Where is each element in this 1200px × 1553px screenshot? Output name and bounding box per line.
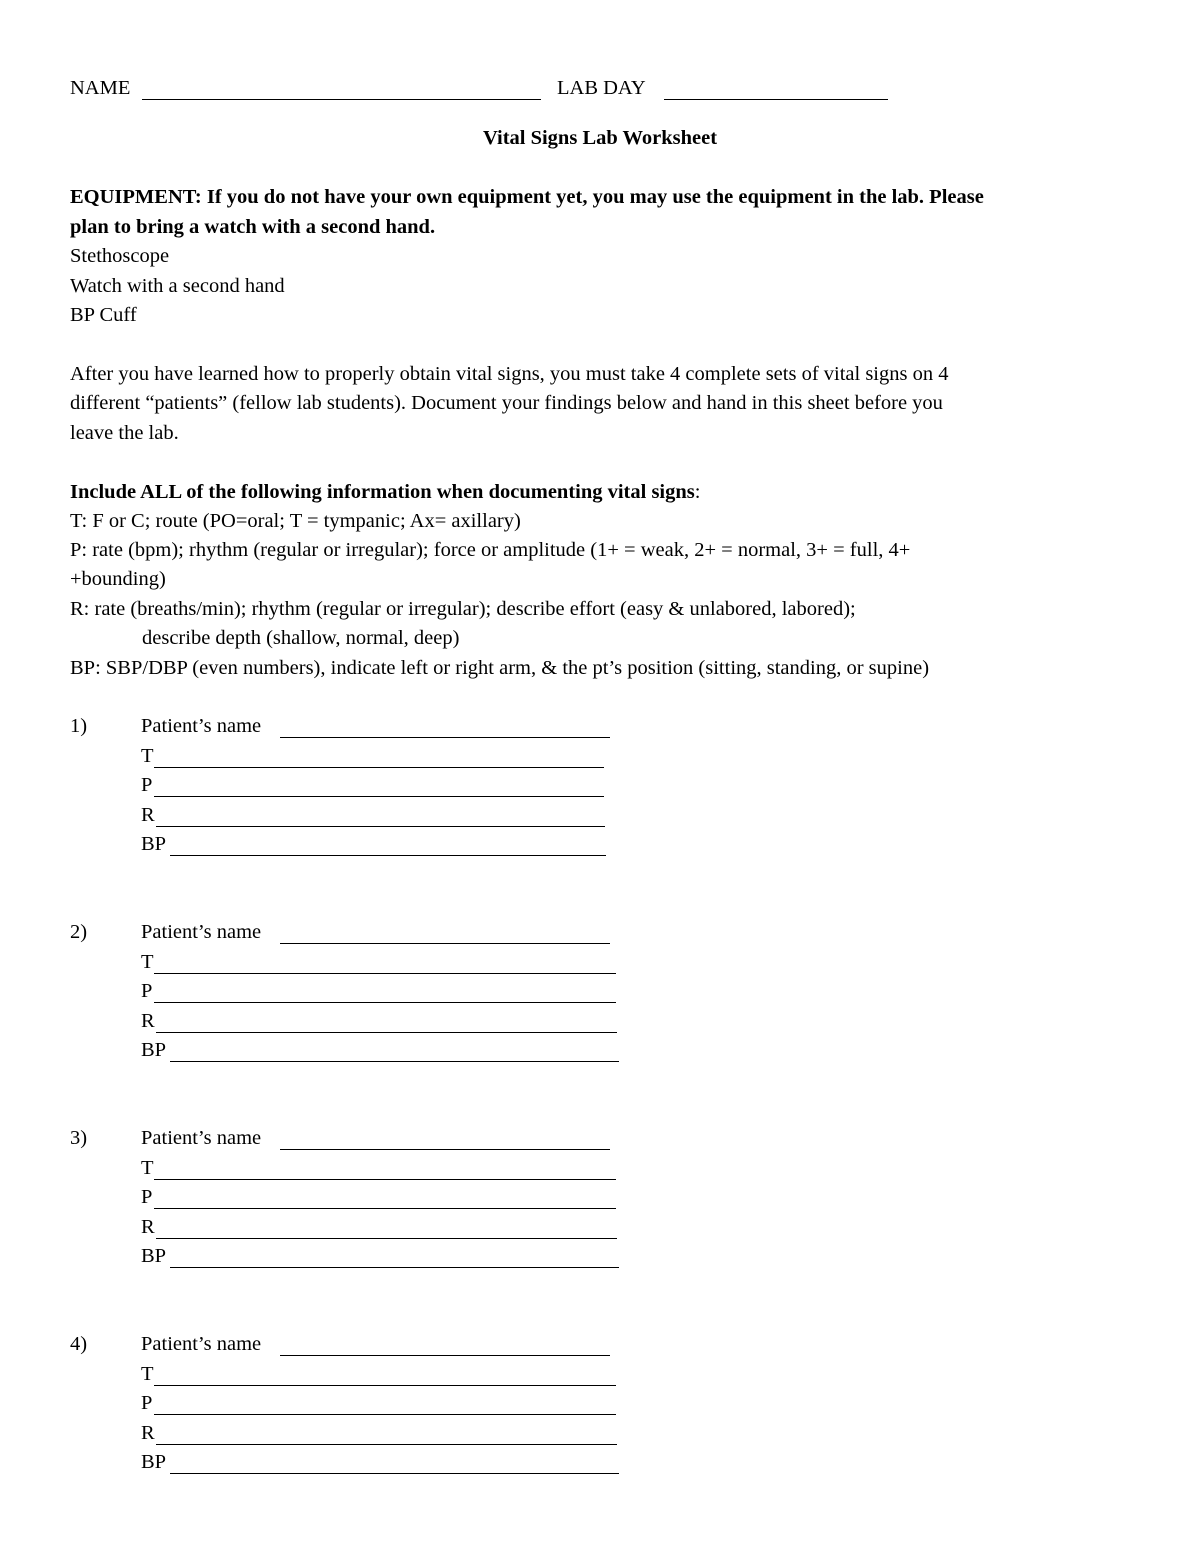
blood-pressure-label: BP — [141, 1245, 167, 1267]
blood-pressure-label: BP — [141, 1451, 167, 1473]
blood-pressure-field-line[interactable] — [170, 1267, 619, 1268]
pulse-label: P — [141, 1186, 153, 1208]
temperature-field-line[interactable] — [154, 1179, 616, 1180]
equipment-item-bp-cuff: BP Cuff — [70, 304, 137, 326]
equipment-item-stethoscope: Stethoscope — [70, 245, 170, 267]
intro-line2: different “patients” (fellow lab students). Document your findings below and hand in this sheet before you — [70, 392, 943, 414]
pulse-label: P — [141, 980, 153, 1002]
blood-pressure-field-line[interactable] — [170, 855, 606, 856]
include-blood-pressure: BP: SBP/DBP (even numbers), indicate left or right arm, & the pt’s position (sitting, standing, or supine) — [70, 657, 930, 679]
blood-pressure-field-line[interactable] — [170, 1473, 619, 1474]
pulse-field-line[interactable] — [154, 796, 604, 797]
blood-pressure-field-line[interactable] — [170, 1061, 619, 1062]
blood-pressure-label: BP — [141, 1039, 167, 1061]
patient-number: 1) — [70, 715, 88, 737]
intro-line3: leave the lab. — [70, 422, 179, 444]
respiration-field-line[interactable] — [156, 826, 605, 827]
respiration-field-line[interactable] — [156, 1238, 617, 1239]
lab-day-label: LAB DAY — [557, 77, 646, 99]
temperature-label: T — [141, 745, 154, 767]
temperature-field-line[interactable] — [154, 767, 604, 768]
equipment-item-watch: Watch with a second hand — [70, 275, 285, 297]
temperature-label: T — [141, 951, 154, 973]
patient-name-field-line[interactable] — [280, 1355, 610, 1356]
patient-number: 2) — [70, 921, 88, 943]
respiration-label: R — [141, 1010, 155, 1032]
pulse-label: P — [141, 774, 153, 796]
page-title: Vital Signs Lab Worksheet — [482, 127, 718, 149]
include-respiration-line1: R: rate (breaths/min); rhythm (regular or irregular); describe effort (easy & unlabored, labored); — [70, 598, 856, 620]
include-temperature: T: F or C; route (PO=oral; T = tympanic; Ax= axillary) — [70, 510, 521, 532]
equipment-heading-line2: plan to bring a watch with a second hand. — [70, 216, 436, 238]
temperature-field-line[interactable] — [154, 1385, 616, 1386]
include-heading-text: Include ALL of the following information when documenting vital signs — [70, 481, 695, 503]
temperature-label: T — [141, 1363, 154, 1385]
respiration-label: R — [141, 1422, 155, 1444]
patient-name-field-line[interactable] — [280, 1149, 610, 1150]
respiration-field-line[interactable] — [156, 1444, 617, 1445]
blood-pressure-label: BP — [141, 833, 167, 855]
patient-name-label: Patient’s name — [141, 1127, 262, 1149]
patient-name-label: Patient’s name — [141, 921, 262, 943]
lab-day-field-line[interactable] — [664, 99, 888, 100]
equipment-heading-line1: EQUIPMENT: If you do not have your own equipment yet, you may use the equipment in the lab. Please — [70, 186, 984, 208]
patient-name-label: Patient’s name — [141, 715, 262, 737]
respiration-field-line[interactable] — [156, 1032, 617, 1033]
respiration-label: R — [141, 804, 155, 826]
include-pulse-line2: +bounding) — [70, 568, 166, 590]
name-field-line[interactable] — [142, 99, 541, 100]
include-heading — [70, 482, 700, 503]
include-respiration-line2: describe depth (shallow, normal, deep) — [142, 627, 460, 649]
pulse-field-line[interactable] — [154, 1414, 616, 1415]
temperature-field-line[interactable] — [154, 973, 616, 974]
temperature-label: T — [141, 1157, 154, 1179]
patient-name-label: Patient’s name — [141, 1333, 262, 1355]
patient-name-field-line[interactable] — [280, 737, 610, 738]
intro-line1: After you have learned how to properly obtain vital signs, you must take 4 complete sets of vital signs on 4 — [70, 363, 949, 385]
patient-number: 4) — [70, 1333, 88, 1355]
pulse-field-line[interactable] — [154, 1208, 616, 1209]
name-label: NAME — [70, 77, 131, 99]
include-heading-colon: : — [694, 481, 701, 503]
respiration-label: R — [141, 1216, 155, 1238]
patient-number: 3) — [70, 1127, 88, 1149]
pulse-field-line[interactable] — [154, 1002, 616, 1003]
include-pulse-line1: P: rate (bpm); rhythm (regular or irregular); force or amplitude (1+ = weak, 2+ = normal, 3+ = full, 4+ — [70, 539, 911, 561]
pulse-label: P — [141, 1392, 153, 1414]
patient-name-field-line[interactable] — [280, 943, 610, 944]
